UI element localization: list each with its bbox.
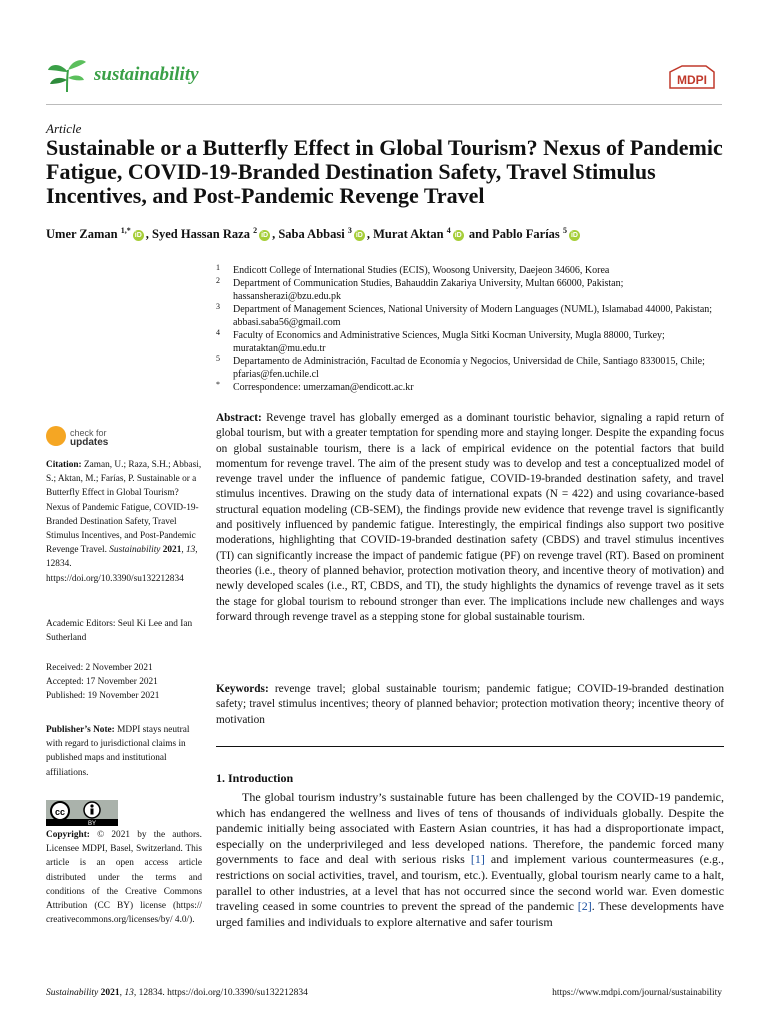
footer-volume: 13 xyxy=(124,988,134,998)
introduction-paragraph xyxy=(216,790,724,930)
affiliation-item xyxy=(216,355,724,381)
svg-text:cc: cc xyxy=(54,807,66,817)
affiliation-text: Endicott College of International Studies (ECIS), Woosong University, Daejeon 34606, Korea xyxy=(233,265,610,276)
citation-block: Citation: Zaman, U.; Raza, S.H.; Abbasi, S.; Aktan, M.; Farías, P. Sustainable or a Butterfly Effect in Global Tourism? Nexus of Pandemic Fatigue, COVID-19-Branded Destination Safety, Travel Stimulus Incentives, and Post-Pandemic Revenge Travel. Sustainability 2021, 13, 12834. https://doi.org/10.3390/su132212834 xyxy=(46,460,202,584)
copyright-text: © 2021 by the authors. Licensee MDPI, Basel, Switzerland. This article is an open access article distributed under the terms and conditions of the Creative Commons Attribution (CC BY) license (https:// creativecommons.org/licenses/by/ 4.0/). xyxy=(46,830,202,926)
affiliation-number: 5 xyxy=(216,354,220,363)
copyright-label: Copyright: xyxy=(46,830,90,840)
intro-text-1: The global tourism industry’s sustainable future has been challenged by the COVID-19 pandemic, which has endangered the wellness and lives of tens of thousands of individuals globally. Despite the pandemic initially being associated with Eastern Asian countries, it has had a disproportionate impact, especially on the underprivileged and less developed nations. Therefore, the pandemic forced many governments to face and deal with serious risks xyxy=(216,790,724,867)
affiliation-text: Departamento de Administración, Facultad de Economía y Negocios, Universidad de Chile, Santiago 8330015, Chile; pfarias@fen.uchile.cl xyxy=(233,356,705,380)
publisher-note-text: MDPI stays neutral with regard to jurisdictional claims in published maps and institutional affiliations. xyxy=(46,725,190,778)
orcid-icon[interactable]: iD xyxy=(355,232,363,240)
citation-ref-2[interactable]: [2] xyxy=(577,899,592,914)
header-divider xyxy=(46,104,722,105)
affiliation-item xyxy=(216,381,724,394)
affiliation-item xyxy=(216,277,724,303)
article-type: Article xyxy=(46,121,82,136)
mdpi-logo-text: MDPI xyxy=(677,73,707,87)
author-list: Umer Zaman $^{1,*}$iD , Syed Hassan Raza $^2$iD , Saba Abbasi $^3$iD , Murat Aktan $^4$iD and Pablo Farías $^5$iD xyxy=(46,226,578,242)
section-heading-introduction: 1. Introduction xyxy=(216,771,294,785)
citation-volume: 13 xyxy=(186,545,196,556)
published-date: Published: 19 November 2021 xyxy=(46,691,160,702)
check-for-label: check for xyxy=(70,428,107,438)
abstract-text: Revenge travel has globally emerged as a dominant touristic behavior, signaling a rapid return of global tourism, but with a greater temptation for spending more and staying longer. Despite the expanding focus on global sustainable tourism, there is a lack of empirical evidence on the potential factors that build momentum for revenge travel. The aim of the present study was to develop and test a conceptualized model of revenge travel under the influence of pandemic fatigue, COVID-19-branded destination safety, and travel stimulus incentives. Drawing on the study data of international expats (N = 422) and using covariance-based structural equation modeling (CB-SEM), the findings provide new evidence that revenge travel is significantly and positively influenced by pandemic fatigue. Interestingly, the empirical findings also support two positive moderations, highlighting that COVID-19-branded destination safety (CBDS) and travel stimulus incentives (TI) can significantly increase the impact of pandemic fatigue (PF) on revenge travel (RT). Based on prominent theories (i.e., theory of planned behavior, protection motivation theory, and incentive theory of motivation) and newly developed scales (i.e., RT, CBDS, and TI), the study highlights the dynamics of revenge travel as it sets the stage for global tourism to rebound stronger than ever. The implications include new challenges and ways forward through revenge travel as a stepping stone for global sustainable tourism. xyxy=(216,412,724,623)
intro-text-2: and implement various countermeasures (e.g., restrictions on social activities, travel, and tourism, etc.). Eventually, global tourism nearly came to a halt, parallel to other industries, at a level that has not occurred since the second world war. Even domestic traveling ceased in some countries to prevent the spread of the pandemic xyxy=(216,852,724,914)
keywords xyxy=(216,682,724,728)
author-name: Syed Hassan Raza xyxy=(152,227,250,242)
citation-label: Citation: xyxy=(46,460,82,470)
author-affiliation-mark: 4 xyxy=(446,226,451,235)
cc-by-license-icon[interactable] xyxy=(46,800,118,826)
check-updates-icon xyxy=(46,426,66,446)
author-name: Pablo Farías xyxy=(492,227,560,242)
affiliation-number: 2 xyxy=(216,276,220,285)
academic-editors: Academic Editors: Seul Ki Lee and Ian Sutherland xyxy=(46,619,193,644)
journal-name: sustainability xyxy=(94,64,199,85)
keywords-text: revenge travel; global sustainable tourism; pandemic fatigue; COVID-19-branded destination safety; travel stimulus incentives; theory of planned behavior; protection motivation theory; incentive theory of motivation xyxy=(216,683,724,726)
abstract xyxy=(216,411,724,625)
mdpi-logo xyxy=(666,62,718,92)
publisher-note xyxy=(46,723,202,780)
footer-journal: Sustainability xyxy=(46,988,99,998)
affiliation-number: * xyxy=(216,380,220,389)
orcid-icon[interactable]: iD xyxy=(134,232,142,240)
citation-year: 2021 xyxy=(162,545,182,556)
footer-journal-url[interactable]: https://www.mdpi.com/journal/sustainability xyxy=(552,988,722,998)
received-date: Received: 2 November 2021 xyxy=(46,663,153,673)
author-affiliation-mark: 1,* xyxy=(120,226,131,235)
citation-doi[interactable]: , 12834. https://doi.org/10.3390/su132212834 xyxy=(46,545,198,584)
affiliation-text: Department of Communication Studies, Bahauddin Zakariya University, Multan 66000, Pakistan; hassansherazi@bzu.edu.pk xyxy=(233,278,624,302)
footer-citation: Sustainability 2021, 13, 12834. https://doi.org/10.3390/su132212834 xyxy=(46,988,308,998)
cc-badge-label: BY xyxy=(87,821,97,826)
affiliation-item xyxy=(216,264,724,277)
intro-text-3: . These developments have urged families and individuals to explore alternative and safer tourism xyxy=(216,899,724,929)
author-name: Saba Abbasi xyxy=(278,227,345,242)
updates-label: updates xyxy=(70,437,109,448)
affiliation-item xyxy=(216,329,724,355)
citation-journal: Sustainability xyxy=(109,545,161,556)
orcid-icon[interactable]: iD xyxy=(570,232,578,240)
orcid-icon[interactable]: iD xyxy=(454,232,462,240)
author-affiliation-mark: 5 xyxy=(562,226,567,235)
footer-year: 2021 xyxy=(100,988,120,998)
affiliation-text: Correspondence: umerzaman@endicott.ac.kr xyxy=(233,382,414,393)
journal-logo-icon xyxy=(46,58,88,94)
author-affiliation-mark: 3 xyxy=(347,226,352,235)
keywords-label: Keywords: xyxy=(216,683,269,695)
publication-dates xyxy=(46,661,202,704)
section-divider xyxy=(216,746,724,747)
affiliation-text: Department of Management Sciences, National University of Modern Languages (NUML), Islamabad 44000, Pakistan; abbasi.saba56@gmail.com xyxy=(233,304,713,328)
orcid-icon[interactable]: iD xyxy=(261,232,269,240)
author-name: Umer Zaman xyxy=(46,227,118,242)
affiliation-number: 3 xyxy=(216,302,220,311)
affiliation-number: 4 xyxy=(216,328,220,337)
author-affiliation-mark: 2 xyxy=(253,226,258,235)
copyright-notice xyxy=(46,828,202,927)
affiliation-item xyxy=(216,303,724,329)
citation-ref-1[interactable]: [1] xyxy=(470,852,485,867)
affiliations-list xyxy=(216,264,724,394)
abstract-label: Abstract: xyxy=(216,412,262,424)
author-name: Murat Aktan xyxy=(373,227,444,242)
publisher-note-label: Publisher’s Note: xyxy=(46,725,115,735)
article-title: Sustainable or a Butterfly Effect in Global Tourism? Nexus of Pandemic Fatigue, COVID-19-Branded Destination Safety, Travel Stimulus Incentives, and Post-Pandemic Revenge Travel xyxy=(46,135,723,208)
accepted-date: Accepted: 17 November 2021 xyxy=(46,677,158,688)
affiliation-text: Faculty of Economics and Administrative Sciences, Mugla Sitki Kocman University, Mugla 88000, Turkey; murataktan@mu.edu.tr xyxy=(233,330,665,354)
citation-text: Zaman, U.; Raza, S.H.; Abbasi, S.; Aktan, M.; Farías, P. Sustainable or a Butterfly Effect in Global Tourism? Nexus of Pandemic Fatigue, COVID-19-Branded Destination Safety, Travel Stimulus Incentives, and Post-Pandemic Revenge Travel. xyxy=(46,460,202,556)
footer-doi[interactable]: , 12834. https://doi.org/10.3390/su132212834 xyxy=(133,988,308,998)
affiliation-number: 1 xyxy=(216,263,220,272)
